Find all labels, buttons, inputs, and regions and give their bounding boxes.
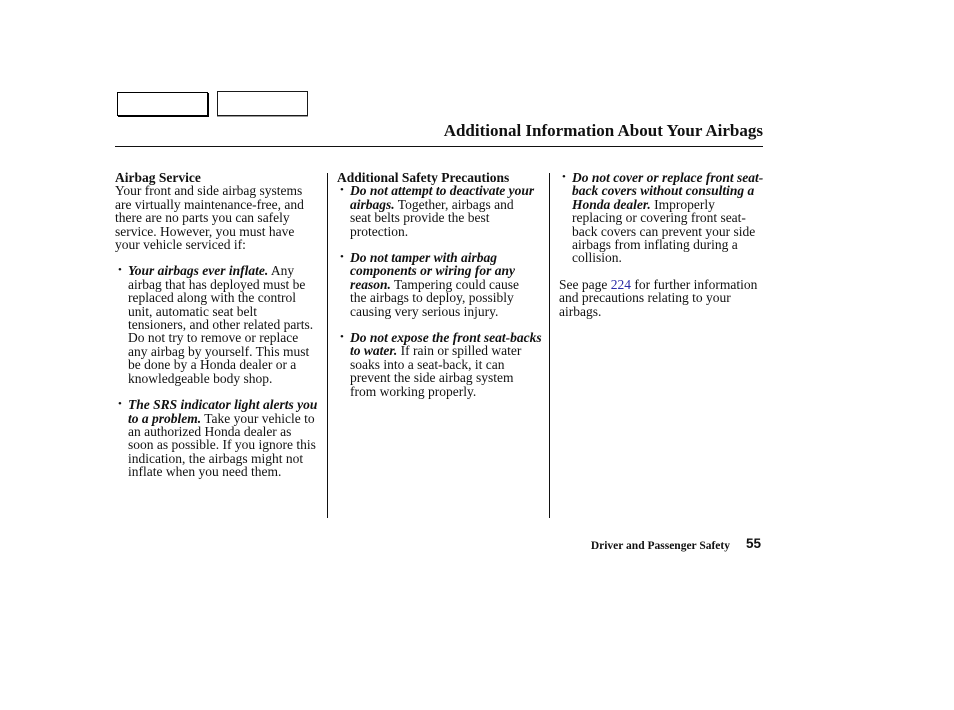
bullet-text: Tampering could cause the airbags to deploy, possibly causing very serious injury.: [350, 276, 520, 319]
bullet-item-deactivate: [337, 184, 543, 238]
bullet-item-water: [337, 331, 543, 398]
section-heading-safety-precautions: Additional Safety Precautions: [337, 170, 510, 185]
bullet-item-srs-indicator: [115, 398, 321, 478]
bullet-lead: Your airbags ever inflate.: [128, 263, 269, 279]
column-safety-precautions: [337, 171, 543, 398]
bullet-lead: Do not expose the front seat-backs to water.: [350, 330, 542, 359]
footer-section-title: Driver and Passenger Safety: [590, 540, 730, 552]
nav-tab-button-1[interactable]: [117, 92, 208, 116]
bullet-text: If rain or spilled water soaks into a seat-back, it can prevent the side airbag system from working properly.: [350, 343, 522, 399]
title-divider: [115, 146, 763, 147]
bullet-text: Any airbag that has deployed must be replaced along with the control unit, automatic seat belt tensioners, and other related parts. Do not try to remove or replace any airbag by yourself. This must be done by a Honda dealer or a knowledgeable body shop.: [128, 263, 314, 386]
column-divider-1: [327, 173, 328, 518]
bullet-item-tamper: [337, 251, 543, 318]
page-title: Additional Information About Your Airbags: [443, 121, 763, 140]
bullet-text: Improperly replacing or covering front seat- back covers can prevent your side airbags from inflating during a collision.: [572, 196, 756, 266]
bullet-lead: The SRS indicator light alerts you to a problem.: [128, 397, 318, 426]
page-number: 55: [746, 536, 762, 551]
nav-tab-button-2[interactable]: [217, 91, 308, 116]
column-divider-2: [549, 173, 550, 518]
column-seat-back-covers: [559, 171, 765, 318]
intro-paragraph: Your front and side airbag systems are virtually maintenance-free, and there are no parts you can safely service. However, you must have your vehicle serviced if:: [115, 183, 304, 253]
bullet-item-airbags-inflate: [115, 264, 321, 385]
section-heading-airbag-service: Airbag Service: [115, 170, 201, 185]
bullet-text: Together, airbags and seat belts provide the best protection.: [350, 196, 514, 239]
bullet-text: Take your vehicle to an authorized Honda dealer as soon as possible. If you ignore this indication, the airbags might not inflate when you need them.: [128, 410, 316, 480]
see-page-note: [559, 278, 765, 318]
bullet-item-seat-back-covers: [559, 171, 765, 265]
note-text-after: for further information and precautions relating to your airbags.: [559, 276, 758, 319]
note-text-before: See page: [559, 276, 611, 292]
bullet-lead: Do not tamper with airbag components or wiring for any reason.: [350, 250, 516, 292]
bullet-lead: Do not cover or replace front seat- back covers without consulting a Honda dealer.: [572, 170, 764, 212]
page-reference-link[interactable]: 224: [610, 276, 631, 292]
bullet-lead: Do not attempt to deactivate your airbags.: [350, 183, 535, 212]
column-airbag-service: [115, 171, 321, 479]
